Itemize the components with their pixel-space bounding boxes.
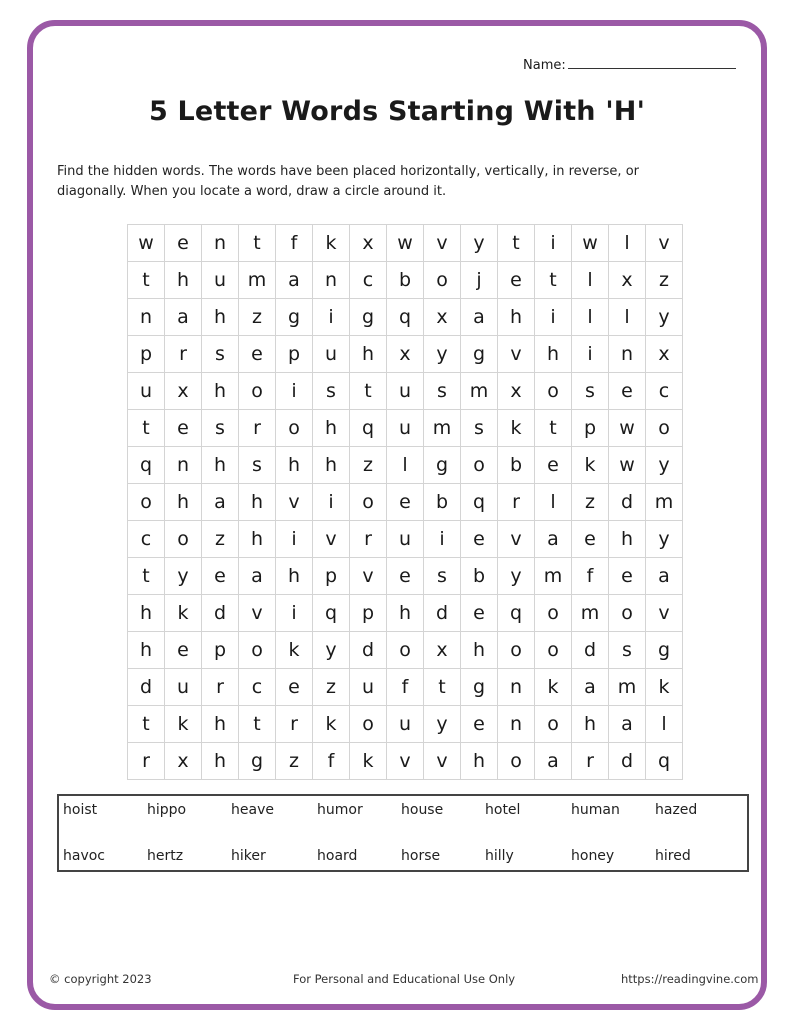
grid-cell[interactable]: o [535, 632, 572, 669]
grid-cell[interactable]: y [646, 299, 683, 336]
grid-cell[interactable]: i [572, 336, 609, 373]
grid-cell[interactable]: t [239, 706, 276, 743]
grid-cell[interactable]: h [498, 299, 535, 336]
grid-cell[interactable]: m [461, 373, 498, 410]
grid-cell[interactable]: y [165, 558, 202, 595]
grid-cell[interactable]: a [461, 299, 498, 336]
grid-cell[interactable]: p [350, 595, 387, 632]
grid-cell[interactable]: i [535, 299, 572, 336]
grid-cell[interactable]: r [350, 521, 387, 558]
grid-cell[interactable]: r [498, 484, 535, 521]
grid-cell[interactable]: e [535, 447, 572, 484]
grid-cell[interactable]: y [313, 632, 350, 669]
grid-cell[interactable]: v [276, 484, 313, 521]
grid-cell[interactable]: o [350, 706, 387, 743]
grid-cell[interactable]: g [276, 299, 313, 336]
grid-cell[interactable]: n [498, 706, 535, 743]
grid-cell[interactable]: o [276, 410, 313, 447]
grid-cell[interactable]: t [498, 225, 535, 262]
grid-cell[interactable]: h [535, 336, 572, 373]
grid-cell[interactable]: j [461, 262, 498, 299]
grid-cell[interactable]: h [128, 595, 165, 632]
word-list-item: hilly [485, 848, 514, 864]
grid-cell[interactable]: h [461, 743, 498, 780]
grid-row [128, 706, 683, 743]
grid-cell[interactable]: z [572, 484, 609, 521]
grid-cell[interactable]: k [498, 410, 535, 447]
grid-cell[interactable]: u [128, 373, 165, 410]
grid-cell[interactable]: n [128, 299, 165, 336]
grid-row [128, 743, 683, 780]
grid-cell[interactable]: h [202, 373, 239, 410]
grid-cell[interactable]: p [572, 410, 609, 447]
grid-cell[interactable]: t [128, 558, 165, 595]
instructions-text: Find the hidden words. The words have been placed horizontally, vertically, in reverse, or diagonally. When you locate a word, draw a circle around it. [57, 164, 639, 199]
grid-cell[interactable]: o [498, 743, 535, 780]
grid-cell[interactable]: h [202, 743, 239, 780]
grid-cell[interactable]: w [387, 225, 424, 262]
grid-cell[interactable]: h [128, 632, 165, 669]
grid-cell[interactable]: g [461, 336, 498, 373]
grid-cell[interactable]: a [572, 669, 609, 706]
grid-cell[interactable]: q [387, 299, 424, 336]
grid-cell[interactable]: o [239, 632, 276, 669]
grid-cell[interactable]: m [424, 410, 461, 447]
grid-cell[interactable]: g [646, 632, 683, 669]
grid-cell[interactable]: o [165, 521, 202, 558]
word-list-item: house [401, 802, 444, 818]
grid-cell[interactable]: n [609, 336, 646, 373]
grid-cell[interactable]: s [424, 373, 461, 410]
grid-row [128, 447, 683, 484]
grid-cell[interactable]: a [276, 262, 313, 299]
grid-cell[interactable]: y [498, 558, 535, 595]
grid-row [128, 632, 683, 669]
grid-cell[interactable]: x [350, 225, 387, 262]
grid-cell[interactable]: y [424, 336, 461, 373]
grid-cell[interactable]: h [572, 706, 609, 743]
copyright-text: © copyright 2023 [49, 972, 152, 986]
grid-cell[interactable]: d [572, 632, 609, 669]
grid-cell[interactable]: t [535, 410, 572, 447]
grid-cell[interactable]: g [350, 299, 387, 336]
grid-cell[interactable]: h [387, 595, 424, 632]
grid-cell[interactable]: o [535, 373, 572, 410]
page-title: 5 Letter Words Starting With 'H' [148, 96, 646, 127]
grid-row [128, 299, 683, 336]
grid-cell[interactable]: e [202, 558, 239, 595]
grid-cell[interactable]: x [387, 336, 424, 373]
grid-cell[interactable]: p [128, 336, 165, 373]
grid-cell[interactable]: h [313, 410, 350, 447]
grid-cell[interactable]: q [461, 484, 498, 521]
grid-cell[interactable]: c [128, 521, 165, 558]
grid-cell[interactable]: t [424, 669, 461, 706]
grid-cell[interactable]: q [646, 743, 683, 780]
grid-cell[interactable]: r [239, 410, 276, 447]
grid-cell[interactable]: a [609, 706, 646, 743]
grid-cell[interactable]: z [350, 447, 387, 484]
grid-cell[interactable]: o [350, 484, 387, 521]
grid-row [128, 595, 683, 632]
grid-cell[interactable]: k [276, 632, 313, 669]
grid-row [128, 669, 683, 706]
worksheet-page [27, 20, 767, 1010]
grid-cell[interactable]: r [202, 669, 239, 706]
grid-cell[interactable]: h [350, 336, 387, 373]
grid-cell[interactable]: s [461, 410, 498, 447]
grid-cell[interactable]: h [313, 447, 350, 484]
grid-cell[interactable]: v [239, 595, 276, 632]
grid-cell[interactable]: r [128, 743, 165, 780]
grid-cell[interactable]: x [165, 743, 202, 780]
name-label: Name: [523, 58, 566, 73]
word-list-item: hertz [147, 848, 184, 864]
grid-cell[interactable]: e [276, 669, 313, 706]
grid-cell[interactable]: y [646, 521, 683, 558]
grid-row [128, 558, 683, 595]
grid-cell[interactable]: z [202, 521, 239, 558]
grid-cell[interactable]: p [202, 632, 239, 669]
grid-cell[interactable]: i [313, 299, 350, 336]
grid-cell[interactable]: d [128, 669, 165, 706]
grid-cell[interactable]: b [498, 447, 535, 484]
grid-cell[interactable]: w [609, 447, 646, 484]
grid-cell[interactable]: u [313, 336, 350, 373]
name-underline [568, 67, 736, 69]
grid-cell[interactable]: k [165, 706, 202, 743]
grid-row [128, 262, 683, 299]
grid-cell[interactable]: l [609, 299, 646, 336]
grid-cell[interactable]: e [387, 484, 424, 521]
grid-cell[interactable]: o [646, 410, 683, 447]
grid-cell[interactable]: m [646, 484, 683, 521]
grid-cell[interactable]: l [609, 225, 646, 262]
grid-cell[interactable]: c [239, 669, 276, 706]
grid-cell[interactable]: n [202, 225, 239, 262]
grid-cell[interactable]: e [165, 225, 202, 262]
word-list-item: hotel [485, 802, 521, 818]
grid-cell[interactable]: z [313, 669, 350, 706]
grid-cell[interactable]: u [350, 669, 387, 706]
grid-cell[interactable]: f [572, 558, 609, 595]
grid-cell[interactable]: v [498, 521, 535, 558]
grid-cell[interactable]: e [498, 262, 535, 299]
grid-cell[interactable]: h [276, 447, 313, 484]
grid-cell[interactable]: v [646, 595, 683, 632]
grid-cell[interactable]: t [128, 706, 165, 743]
grid-row [128, 225, 683, 262]
grid-cell[interactable]: z [276, 743, 313, 780]
grid-cell[interactable]: v [350, 558, 387, 595]
grid-cell[interactable]: i [424, 521, 461, 558]
grid-cell[interactable]: v [313, 521, 350, 558]
grid-cell[interactable]: v [646, 225, 683, 262]
grid-cell[interactable]: e [239, 336, 276, 373]
word-list-item: hoist [63, 802, 98, 818]
grid-cell[interactable]: e [387, 558, 424, 595]
grid-cell[interactable]: w [609, 410, 646, 447]
grid-cell[interactable]: v [498, 336, 535, 373]
word-list-item: honey [571, 848, 615, 864]
grid-cell[interactable]: o [239, 373, 276, 410]
grid-cell[interactable]: d [202, 595, 239, 632]
grid-cell[interactable]: a [239, 558, 276, 595]
grid-cell[interactable]: s [313, 373, 350, 410]
grid-cell[interactable]: m [535, 558, 572, 595]
grid-cell[interactable]: k [165, 595, 202, 632]
grid-cell[interactable]: e [609, 373, 646, 410]
grid-cell[interactable]: l [572, 299, 609, 336]
grid-cell[interactable]: u [202, 262, 239, 299]
grid-cell[interactable]: m [572, 595, 609, 632]
grid-cell[interactable]: d [609, 484, 646, 521]
grid-row [128, 336, 683, 373]
grid-cell[interactable]: s [202, 410, 239, 447]
grid-cell[interactable]: a [646, 558, 683, 595]
grid-cell[interactable]: n [313, 262, 350, 299]
grid-cell[interactable]: s [572, 373, 609, 410]
grid-cell[interactable]: k [535, 669, 572, 706]
word-list-item: havoc [63, 848, 105, 864]
grid-cell[interactable]: r [572, 743, 609, 780]
grid-cell[interactable]: w [128, 225, 165, 262]
grid-cell[interactable]: c [350, 262, 387, 299]
grid-cell[interactable]: o [461, 447, 498, 484]
grid-cell[interactable]: m [239, 262, 276, 299]
grid-cell[interactable]: h [165, 484, 202, 521]
grid-row [128, 373, 683, 410]
grid-row [128, 410, 683, 447]
grid-cell[interactable]: k [313, 706, 350, 743]
grid-cell[interactable]: e [461, 595, 498, 632]
grid-cell[interactable]: p [313, 558, 350, 595]
grid-cell[interactable]: l [572, 262, 609, 299]
word-list-item: horse [401, 848, 441, 864]
grid-cell[interactable]: q [350, 410, 387, 447]
grid-cell[interactable]: e [165, 632, 202, 669]
grid-cell[interactable]: z [239, 299, 276, 336]
grid-cell[interactable]: h [165, 262, 202, 299]
grid-cell[interactable]: b [461, 558, 498, 595]
grid-cell[interactable]: k [350, 743, 387, 780]
grid-cell[interactable]: q [313, 595, 350, 632]
word-list-item: hoard [317, 848, 358, 864]
grid-cell[interactable]: k [313, 225, 350, 262]
grid-cell[interactable]: f [313, 743, 350, 780]
grid-cell[interactable]: b [424, 484, 461, 521]
grid-cell[interactable]: o [535, 595, 572, 632]
grid-cell[interactable]: f [387, 669, 424, 706]
grid-cell[interactable]: t [128, 410, 165, 447]
grid-cell[interactable]: l [535, 484, 572, 521]
grid-cell[interactable]: t [535, 262, 572, 299]
grid-cell[interactable]: a [535, 743, 572, 780]
grid-cell[interactable]: d [609, 743, 646, 780]
grid-cell[interactable]: v [424, 743, 461, 780]
grid-cell[interactable]: e [461, 706, 498, 743]
grid-cell[interactable]: o [498, 632, 535, 669]
grid-cell[interactable]: o [609, 595, 646, 632]
grid-row [128, 484, 683, 521]
grid-cell[interactable]: y [646, 447, 683, 484]
grid-cell[interactable]: h [239, 484, 276, 521]
grid-cell[interactable]: a [165, 299, 202, 336]
word-list-box [57, 794, 749, 872]
grid-cell[interactable]: o [128, 484, 165, 521]
grid-cell[interactable]: g [239, 743, 276, 780]
website-link[interactable]: https://readingvine.com [621, 972, 759, 986]
word-list-item: hippo [147, 802, 187, 818]
grid-cell[interactable]: i [313, 484, 350, 521]
grid-cell[interactable]: e [165, 410, 202, 447]
grid-cell[interactable]: c [646, 373, 683, 410]
grid-cell[interactable]: e [461, 521, 498, 558]
grid-cell[interactable]: o [424, 262, 461, 299]
grid-cell[interactable]: s [239, 447, 276, 484]
grid-cell[interactable]: x [424, 299, 461, 336]
grid-cell[interactable]: b [387, 262, 424, 299]
grid-cell[interactable]: d [424, 595, 461, 632]
grid-cell[interactable]: p [276, 336, 313, 373]
grid-cell[interactable]: t [239, 225, 276, 262]
grid-cell[interactable]: m [609, 669, 646, 706]
grid-cell[interactable]: h [276, 558, 313, 595]
word-list-item: hazed [655, 802, 698, 818]
grid-cell[interactable]: r [276, 706, 313, 743]
grid-cell[interactable]: g [424, 447, 461, 484]
grid-cell[interactable]: a [535, 521, 572, 558]
grid-cell[interactable]: x [165, 373, 202, 410]
grid-cell[interactable]: a [202, 484, 239, 521]
grid-cell[interactable]: h [202, 447, 239, 484]
grid-cell[interactable]: u [387, 410, 424, 447]
grid-cell[interactable]: h [202, 299, 239, 336]
grid-cell[interactable]: l [646, 706, 683, 743]
grid-cell[interactable]: s [609, 632, 646, 669]
grid-cell[interactable]: v [424, 225, 461, 262]
word-search-grid [127, 224, 683, 780]
grid-cell[interactable]: q [128, 447, 165, 484]
grid-cell[interactable]: z [646, 262, 683, 299]
grid-cell[interactable]: x [498, 373, 535, 410]
grid-cell[interactable]: k [572, 447, 609, 484]
grid-cell[interactable]: o [535, 706, 572, 743]
grid-cell[interactable]: u [165, 669, 202, 706]
grid-cell[interactable]: y [461, 225, 498, 262]
grid-cell[interactable]: o [387, 632, 424, 669]
grid-cell[interactable]: x [646, 336, 683, 373]
grid-cell[interactable]: w [572, 225, 609, 262]
grid-cell[interactable]: i [535, 225, 572, 262]
grid-cell[interactable]: t [128, 262, 165, 299]
grid-cell[interactable]: h [609, 521, 646, 558]
grid-cell[interactable]: h [202, 706, 239, 743]
word-list-item: hiker [231, 848, 266, 864]
grid-cell[interactable]: u [387, 706, 424, 743]
grid-cell[interactable]: i [276, 521, 313, 558]
grid-cell[interactable]: e [609, 558, 646, 595]
word-list-item: humor [317, 802, 363, 818]
grid-cell[interactable]: u [387, 521, 424, 558]
name-field[interactable] [523, 58, 736, 73]
grid-row [128, 521, 683, 558]
grid-cell[interactable]: s [424, 558, 461, 595]
grid-cell[interactable]: s [202, 336, 239, 373]
grid-cell[interactable]: v [387, 743, 424, 780]
grid-cell[interactable]: x [609, 262, 646, 299]
usage-text: For Personal and Educational Use Only [293, 972, 516, 986]
grid-cell[interactable]: d [350, 632, 387, 669]
grid-cell[interactable]: l [387, 447, 424, 484]
grid-cell[interactable]: h [239, 521, 276, 558]
grid-cell[interactable]: f [276, 225, 313, 262]
word-list-item: hired [655, 848, 691, 864]
grid-cell[interactable]: n [165, 447, 202, 484]
grid-cell[interactable]: r [165, 336, 202, 373]
grid-cell[interactable]: i [276, 373, 313, 410]
word-list-item: human [571, 802, 620, 818]
grid-cell[interactable]: u [387, 373, 424, 410]
grid-cell[interactable]: i [276, 595, 313, 632]
grid-cell[interactable]: y [424, 706, 461, 743]
grid-cell[interactable]: g [461, 669, 498, 706]
grid-cell[interactable]: h [461, 632, 498, 669]
grid-cell[interactable]: e [572, 521, 609, 558]
grid-cell[interactable]: k [646, 669, 683, 706]
word-list-item: heave [231, 802, 274, 818]
grid-cell[interactable]: n [498, 669, 535, 706]
grid-cell[interactable]: q [498, 595, 535, 632]
grid-cell[interactable]: t [350, 373, 387, 410]
grid-cell[interactable]: x [424, 632, 461, 669]
